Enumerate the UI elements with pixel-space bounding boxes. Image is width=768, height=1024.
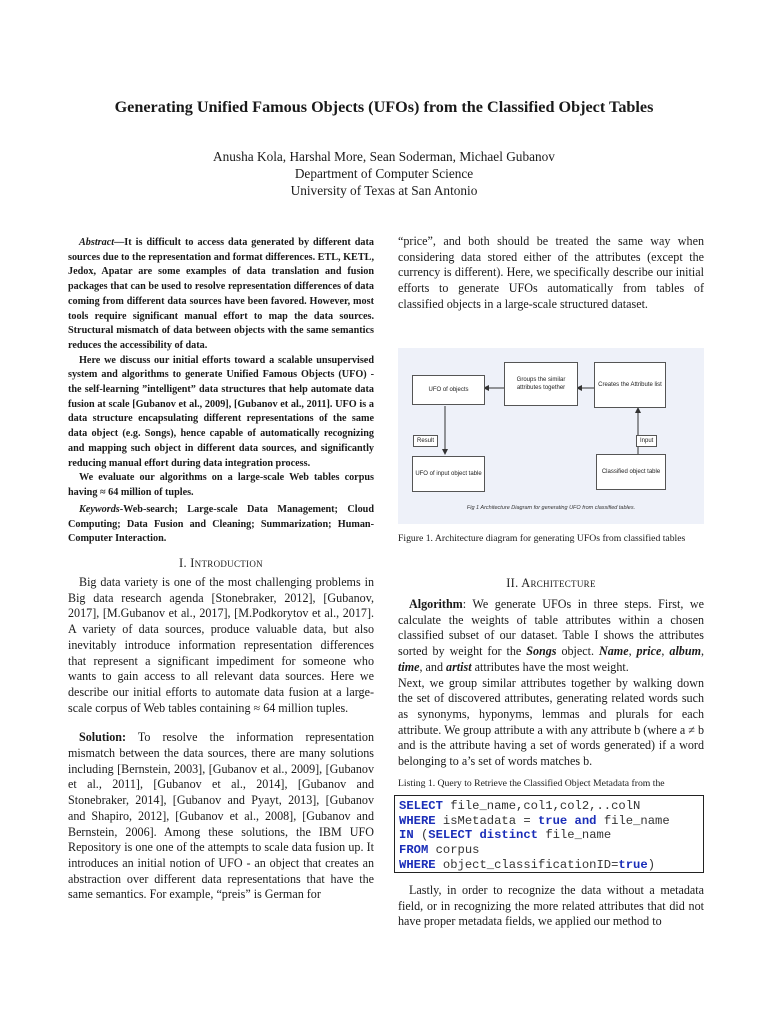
code-line: WHERE isMetadata = true and file_name bbox=[399, 813, 670, 828]
figure-caption: Figure 1. Architecture diagram for generating UFOs from classified tables bbox=[398, 533, 686, 544]
intro-section bbox=[68, 575, 374, 903]
classified-box: Classified object table bbox=[596, 454, 666, 490]
grouping-paragraph: Next, we group similar attributes together by walking down the set of discovered attributes, generating related words such as synonyms, hyponyms, lemmas and plurals for each attribute. We group attribute a with any attribute b (where a ≠ b and is the attribute having a set of words generated) if a word belonging to a’s set of words matches b. bbox=[398, 675, 705, 769]
ufo-input-box: UFO of input object table bbox=[412, 456, 485, 492]
creates-box: Creates the Attribute list bbox=[594, 362, 666, 408]
lastly-paragraph: Lastly, in order to recognize the data without a metadata field, or in recognizing the more related attributes that did not have proper metadata fields, we applied our method to bbox=[398, 883, 704, 929]
keywords-label: Keywords bbox=[79, 504, 120, 515]
intro-p1: Big data variety is one of the most challenging problems in Big data research agenda [Stonebraker, 2012], [Gubanov, 2017], [M.Gubanov et al., 2017], [M.Podkorytov et al., 2017]. A variety of data sources, produce valuable data, but also inevitably introduce information representation differences that represent a significant impediment for someone who wants to gain access to all relevant data sources. Here we describe our initial efforts to automate data fusion at a large-scale corpus of Web tables containing ≈ 64 million tuples. bbox=[68, 575, 374, 715]
code-line: IN (SELECT distinct file_name bbox=[399, 828, 612, 843]
lastly-section bbox=[398, 883, 704, 930]
abstract-p3: We evaluate our algorithms on a large-scale Web tables corpus having ≈ 64 million of tuples. bbox=[68, 472, 374, 498]
code-line: SELECT file_name,col1,col2,..colN bbox=[399, 799, 641, 813]
input-label: Input bbox=[636, 435, 657, 447]
architecture-section bbox=[398, 597, 704, 770]
algorithm-paragraph: Algorithm: We generate UFOs in three steps. First, we calculate the weights of table attributes within a chosen classified subset of our dataset. Table I shows the attributes sorted by weight for the Songs object. Name, price, album, time, and artist attributes have the most weight. bbox=[398, 597, 705, 674]
result-label: Result bbox=[413, 435, 438, 447]
author-names: Anusha Kola, Harshal More, Sean Soderman, Michael Gubanov bbox=[213, 149, 555, 164]
abstract-label: Abstract bbox=[79, 237, 115, 248]
abstract-p1: Abstract—It is difficult to access data generated by different data sources due to the representation and format differences. ETL, KETL, Jedox, Apatar are some examples of data translation and fusion packages that can be used to resolve representation differences of data coming from different data sources have been favored. However, most tools require significant manual effort to map the data sources. Structural mismatch of data between objects with the same semantics reduces the accessibility of data. bbox=[68, 237, 374, 351]
figure-inner-caption: Fig 1 Architecture Diagram for generating UFO from classified tables. bbox=[466, 505, 636, 511]
abstract bbox=[68, 236, 374, 501]
ufo-objects-box: UFO of objects bbox=[412, 375, 485, 405]
architecture-heading: II. Architecture bbox=[506, 576, 596, 590]
architecture-figure bbox=[398, 348, 704, 524]
algorithm-label: Algorithm bbox=[409, 597, 463, 611]
code-line: WHERE object_classificationID=true) bbox=[399, 857, 656, 872]
sql-listing bbox=[394, 795, 704, 873]
listing-caption: Listing 1. Query to Retrieve the Classified Object Metadata from the bbox=[398, 778, 665, 789]
abstract-p2: Here we discuss our initial efforts toward a scalable unsupervised system and algorithms to generate Unified Famous Objects (UFO) - the self-learning ”intelligent” data structures that help automate data fusion at scale [Gubanov et al., 2009], [Gubanov et al., 2011]. UFO is a data structure encapsulating different representations of the same data object (e.g. Songs), hence capable of automatically recognizing and mapping such object in different data sources, and significantly reducing manual effort during data integration process. bbox=[68, 354, 374, 469]
author-university: University of Texas at San Antonio bbox=[290, 183, 478, 198]
author-department: Department of Computer Science bbox=[294, 166, 474, 181]
author-block bbox=[0, 148, 768, 199]
keywords: Keywords-Web-search; Large-scale Data Management; Cloud Computing; Data Fusion and Cleaning; Summarization; Human-Computer Interaction. bbox=[68, 504, 374, 545]
groups-box: Groups the similar attributes together bbox=[504, 362, 578, 406]
paper-title: Generating Unified Famous Objects (UFOs) from the Classified Object Tables bbox=[114, 98, 654, 116]
code-line: FROM corpus bbox=[399, 843, 480, 858]
solution-label: Solution: bbox=[79, 730, 127, 745]
intro-heading: I. Introduction bbox=[179, 556, 263, 570]
solution-paragraph: Solution: To resolve the information representation mismatch between the data sources, there are many solutions including [Bernstein, 2003], [Gubanov et al., 2009], [Gubanov et al., 2011], [Gubanov et al., 2014], [Gubanov and Stonebraker, 2014], [Gubanov and Pyayt, 2013], [Gubanov and Shapiro, 2012], [Gubanov et al., 2008], [Gubanov and Bernstein, 2006]. Among these solutions, the IBM UFO Repository is one one of the attempts to scale data fusion up. It introduces an initial notion of UFO - an object that creates an abstraction over different data representations that have the same semantics. For example, “preis” is German for bbox=[68, 730, 374, 902]
right-top-text: “price”, and both should be treated the same way when considering data stored either of the attributes (except the currency is different). Here, we specifically describe our initial efforts to generate UFOs automatically from tables of classified objects in a large-scale structured dataset. bbox=[398, 234, 704, 311]
